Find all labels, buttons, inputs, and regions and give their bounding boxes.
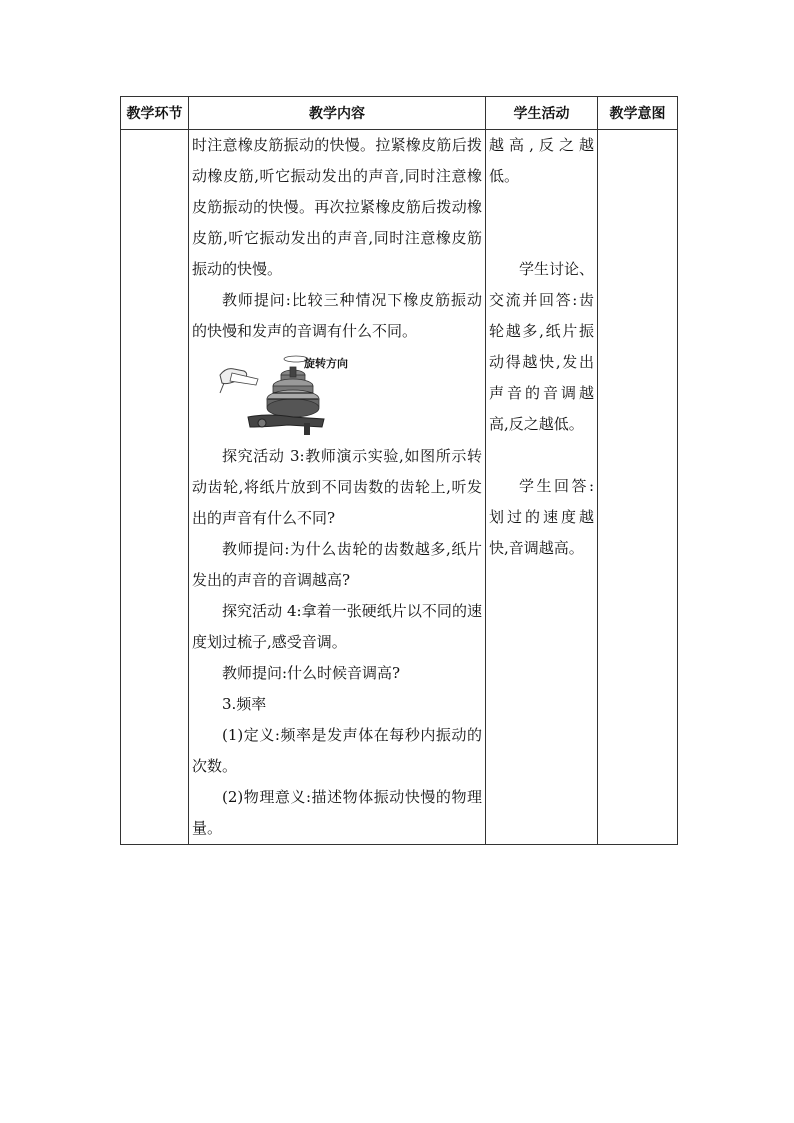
stage-cell [121, 130, 189, 845]
frequency-definition: (1)定义:频率是发声体在每秒内振动的次数。 [192, 726, 482, 775]
student-answer: 学生讨论、交流并回答:齿轮越多,纸片振动得越快,发出声音的音调越高,反之越低。 [489, 260, 595, 433]
header-teaching-intent: 教学意图 [598, 97, 678, 130]
teacher-question: 教师提问:比较三种情况下橡皮筋振动的快慢和发声的音调有什么不同。 [192, 291, 482, 340]
student-answer: 越高,反之越低。 [489, 136, 594, 185]
lesson-table [120, 96, 678, 845]
header-teaching-stage: 教学环节 [121, 97, 189, 130]
intent-cell [598, 130, 678, 845]
activity-3: 探究活动 3:教师演示实验,如图所示转动齿轮,将纸片放到不同齿数的齿轮上,听发出的声音有什么不同? [192, 447, 482, 527]
gear-experiment-figure [192, 347, 482, 441]
header-row [121, 97, 678, 130]
activity-4: 探究活动 4:拿着一张硬纸片以不同的速度划过梳子,感受音调。 [192, 602, 482, 651]
header-teaching-content: 教学内容 [189, 97, 486, 130]
section-heading: 3.频率 [222, 695, 267, 713]
frequency-meaning: (2)物理意义:描述物体振动快慢的物理量。 [192, 788, 482, 837]
teacher-question: 教师提问:什么时候音调高? [222, 664, 401, 682]
header-student-activity: 学生活动 [486, 97, 598, 130]
rotation-direction-label: 旋转方向 [304, 357, 348, 370]
student-activity-cell [486, 130, 598, 845]
content-row [121, 130, 678, 845]
student-answer: 学生回答:划过的速度越快,音调越高。 [489, 477, 594, 557]
teacher-question: 教师提问:为什么齿轮的齿数越多,纸片发出的声音的音调越高? [192, 540, 482, 589]
content-cell [189, 130, 486, 845]
content-paragraph: 时注意橡皮筋振动的快慢。拉紧橡皮筋后拨动橡皮筋,听它振动发出的声音,同时注意橡皮筋振动的快慢。再次拉紧橡皮筋后拨动橡皮筋,听它振动发出的声音,同时注意橡皮筋振动的快慢。 [192, 136, 482, 278]
